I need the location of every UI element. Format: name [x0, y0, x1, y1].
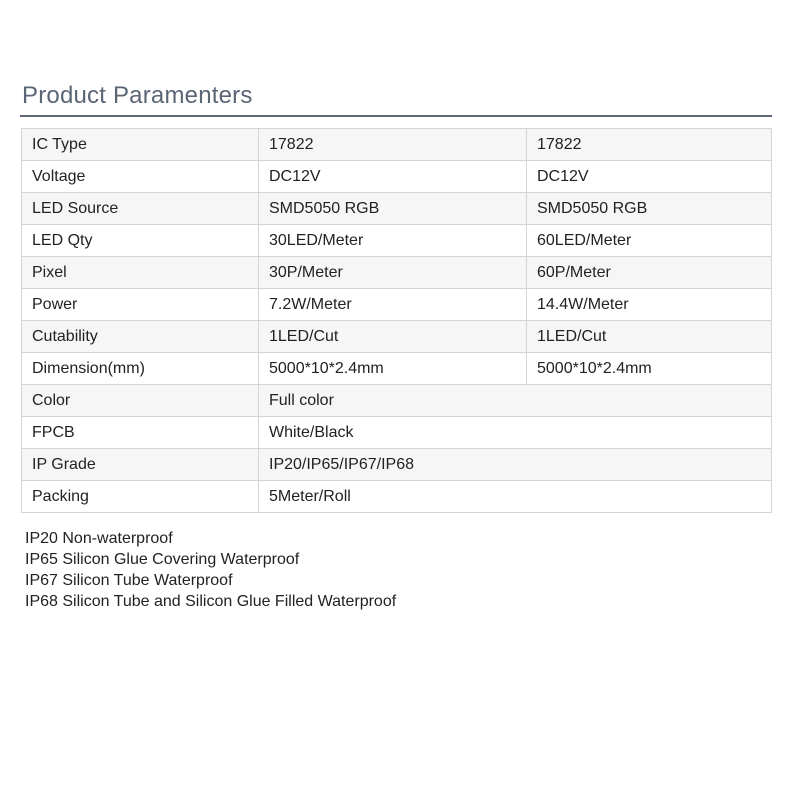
param-value: 1LED/Cut [259, 321, 527, 353]
table-row [22, 289, 772, 321]
param-value: SMD5050 RGB [527, 193, 772, 225]
note-line: IP20 Non-waterproof [25, 530, 173, 547]
param-value: 7.2W/Meter [259, 289, 527, 321]
param-value: 14.4W/Meter [527, 289, 772, 321]
param-label: FPCB [22, 417, 259, 449]
param-value: 60LED/Meter [527, 225, 772, 257]
param-value: 1LED/Cut [527, 321, 772, 353]
note-line: IP68 Silicon Tube and Silicon Glue Filled Waterproof [25, 593, 397, 610]
table-row [22, 161, 772, 193]
table-row [22, 321, 772, 353]
table-row [22, 257, 772, 289]
table-row [22, 449, 772, 481]
param-label: LED Qty [22, 225, 259, 257]
param-value: 5000*10*2.4mm [259, 353, 527, 385]
param-value: Full color [259, 385, 772, 417]
page-title: Product Paramenters [22, 82, 253, 109]
param-label: Color [22, 385, 259, 417]
param-label: IP Grade [22, 449, 259, 481]
param-value: 5000*10*2.4mm [527, 353, 772, 385]
param-value: IP20/IP65/IP67/IP68 [259, 449, 772, 481]
param-value: White/Black [259, 417, 772, 449]
table-row [22, 129, 772, 161]
param-label: Dimension(mm) [22, 353, 259, 385]
table-row [22, 193, 772, 225]
param-label: Pixel [22, 257, 259, 289]
param-label: IC Type [22, 129, 259, 161]
table-row [22, 481, 772, 513]
note-line: IP67 Silicon Tube Waterproof [25, 572, 233, 589]
title-divider [20, 115, 772, 117]
param-value: DC12V [527, 161, 772, 193]
param-value: SMD5050 RGB [259, 193, 527, 225]
param-label: Power [22, 289, 259, 321]
param-value: 60P/Meter [527, 257, 772, 289]
table-row [22, 225, 772, 257]
ip-grade-notes [25, 528, 396, 612]
table-row [22, 417, 772, 449]
param-label: Packing [22, 481, 259, 513]
param-value: 17822 [259, 129, 527, 161]
table-row [22, 353, 772, 385]
param-label: LED Source [22, 193, 259, 225]
param-value: 5Meter/Roll [259, 481, 772, 513]
param-value: DC12V [259, 161, 527, 193]
param-value: 30LED/Meter [259, 225, 527, 257]
note-line: IP65 Silicon Glue Covering Waterproof [25, 551, 300, 568]
product-parameters-table [21, 128, 772, 513]
param-value: 30P/Meter [259, 257, 527, 289]
table-row [22, 385, 772, 417]
param-label: Cutability [22, 321, 259, 353]
param-value: 17822 [527, 129, 772, 161]
param-label: Voltage [22, 161, 259, 193]
